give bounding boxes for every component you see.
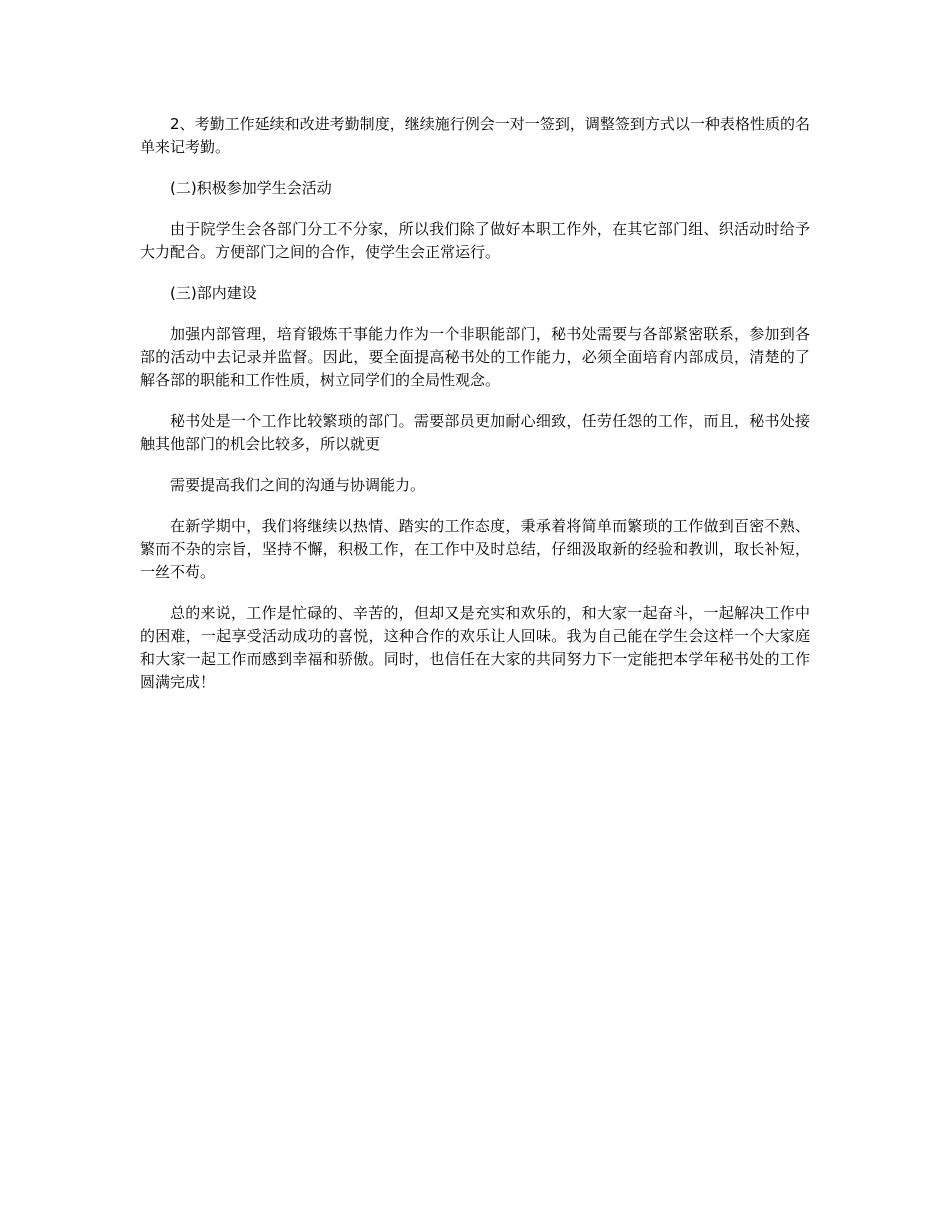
paragraph-management: 加强内部管理，培育锻炼干事能力作为一个非职能部门，秘书处需要与各部紧密联系，参加到各部的活动中去记录并监督。因此，要全面提高秘书处的工作能力，必须全面培育内部成员，清楚的了解各部的职能和工作性质，树立同学们的全局性观念。 (140, 325, 810, 389)
paragraph-attendance: 2、考勤工作延续和改进考勤制度，继续施行例会一对一签到，调整签到方式以一种表格性质的名单来记考勤。 (140, 115, 810, 156)
section-heading-internal: (三)部内建设 (170, 284, 257, 302)
paragraph-new-semester: 在新学期中，我们将继续以热情、踏实的工作态度，秉承着将简单而繁琐的工作做到百密不熟、繁而不杂的宗旨，坚持不懈，积极工作，在工作中及时总结，仔细汲取新的经验和教训，取长补短，一丝不苟。 (140, 517, 810, 581)
paragraph-cooperation: 由于院学生会各部门分工不分家，所以我们除了做好本职工作外，在其它部门组、织活动时给予大力配合。方便部门之间的合作，使学生会正常运行。 (140, 220, 810, 261)
paragraph-conclusion: 总的来说，工作是忙碌的、辛苦的，但却又是充实和欢乐的，和大家一起奋斗，一起解决工作中的困难，一起享受活动成功的喜悦，这种合作的欢乐让人回味。我为自己能在学生会这样一个大家庭和大家一起工作而感到幸福和骄傲。同时，也信任在大家的共同努力下一定能把本学年秘书处的工作圆满完成！ (140, 604, 810, 691)
paragraph-secretariat: 秘书处是一个工作比较繁琐的部门。需要部员更加耐心细致，任劳任怨的工作，而且，秘书处接触其他部门的机会比较多，所以就更 (140, 412, 810, 453)
paragraph-communication: 需要提高我们之间的沟通与协调能力。 (170, 476, 426, 494)
section-heading-activities: (二)积极参加学生会活动 (170, 179, 332, 197)
document-page (140, 113, 810, 712)
